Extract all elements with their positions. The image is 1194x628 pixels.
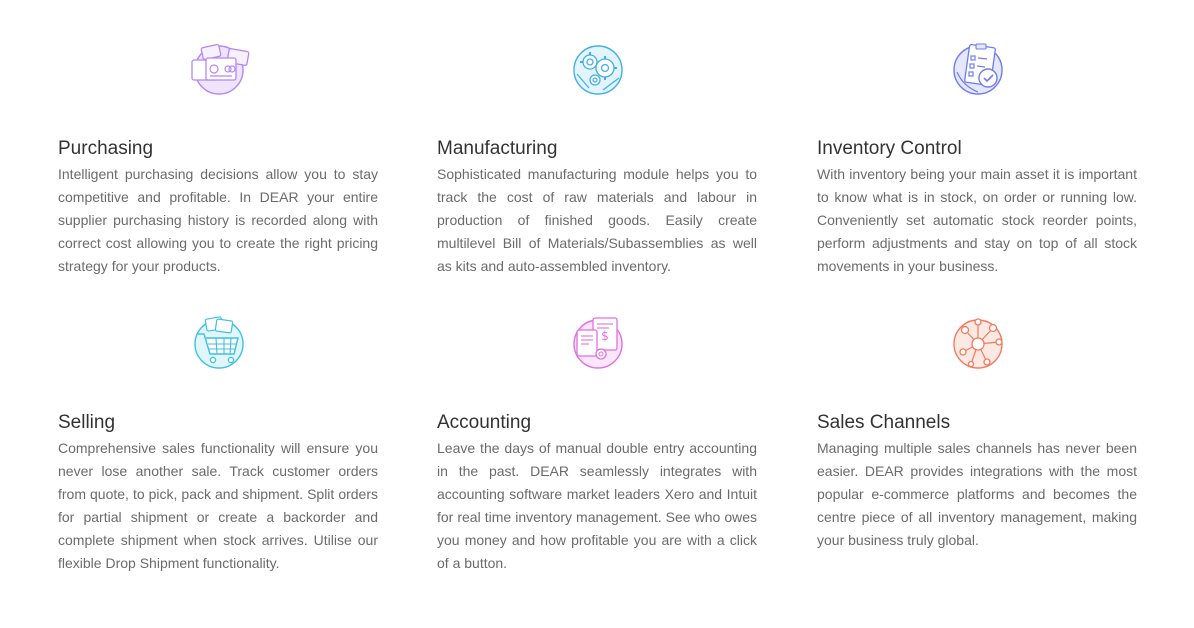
svg-text:$: $ bbox=[601, 329, 609, 343]
feature-title: Manufacturing bbox=[437, 138, 558, 159]
feature-description: Intelligent purchasing decisions allow you to stay competitive and profitable. In DEAR your entire supplier purchasing history is recorded along with correct cost allowing you to create the right pricing strategy for your products. bbox=[58, 166, 378, 274]
accounting-invoice-icon bbox=[563, 312, 633, 376]
feature-title: Purchasing bbox=[58, 138, 154, 159]
feature-description: Leave the days of manual double entry accounting in the past. DEAR seamlessly integrates with accounting software market leaders Xero and Intuit for real time inventory management. See who owes you money and how profitable you are with a click of a button. bbox=[437, 440, 757, 571]
inventory-checklist-icon bbox=[943, 38, 1013, 102]
purchasing-cards-icon bbox=[184, 38, 254, 102]
feature-title: Sales Channels bbox=[817, 412, 951, 433]
feature-description: Managing multiple sales channels has never been easier. DEAR provides integrations with the most popular e-commerce platforms and becomes the centre piece of all inventory management, making your business truly global. bbox=[817, 440, 1137, 548]
sales-channels-network-icon bbox=[943, 312, 1013, 376]
feature-description: Comprehensive sales functionality will ensure you never lose another sale. Track customer orders from quote, to pick, pack and shipment. Split orders for partial shipment or create a backorder and complete shipment when stock arrives. Utilise our flexible Drop Shipment functionality. bbox=[58, 440, 378, 571]
feature-title: Accounting bbox=[437, 412, 532, 433]
feature-description: With inventory being your main asset it is important to know what is in stock, on order or running low. Conveniently set automatic stock reorder points, perform adjustments and stay on top of all stock movements in your business. bbox=[817, 166, 1137, 274]
manufacturing-gears-icon bbox=[563, 38, 633, 102]
feature-title: Selling bbox=[58, 412, 116, 433]
feature-description: Sophisticated manufacturing module helps you to track the cost of raw materials and labour in production of finished goods. Easily create multilevel Bill of Materials/Subassemblies as well as kits and auto-assembled inventory. bbox=[437, 166, 757, 274]
feature-title: Inventory Control bbox=[817, 138, 962, 159]
selling-cart-icon bbox=[184, 312, 254, 376]
